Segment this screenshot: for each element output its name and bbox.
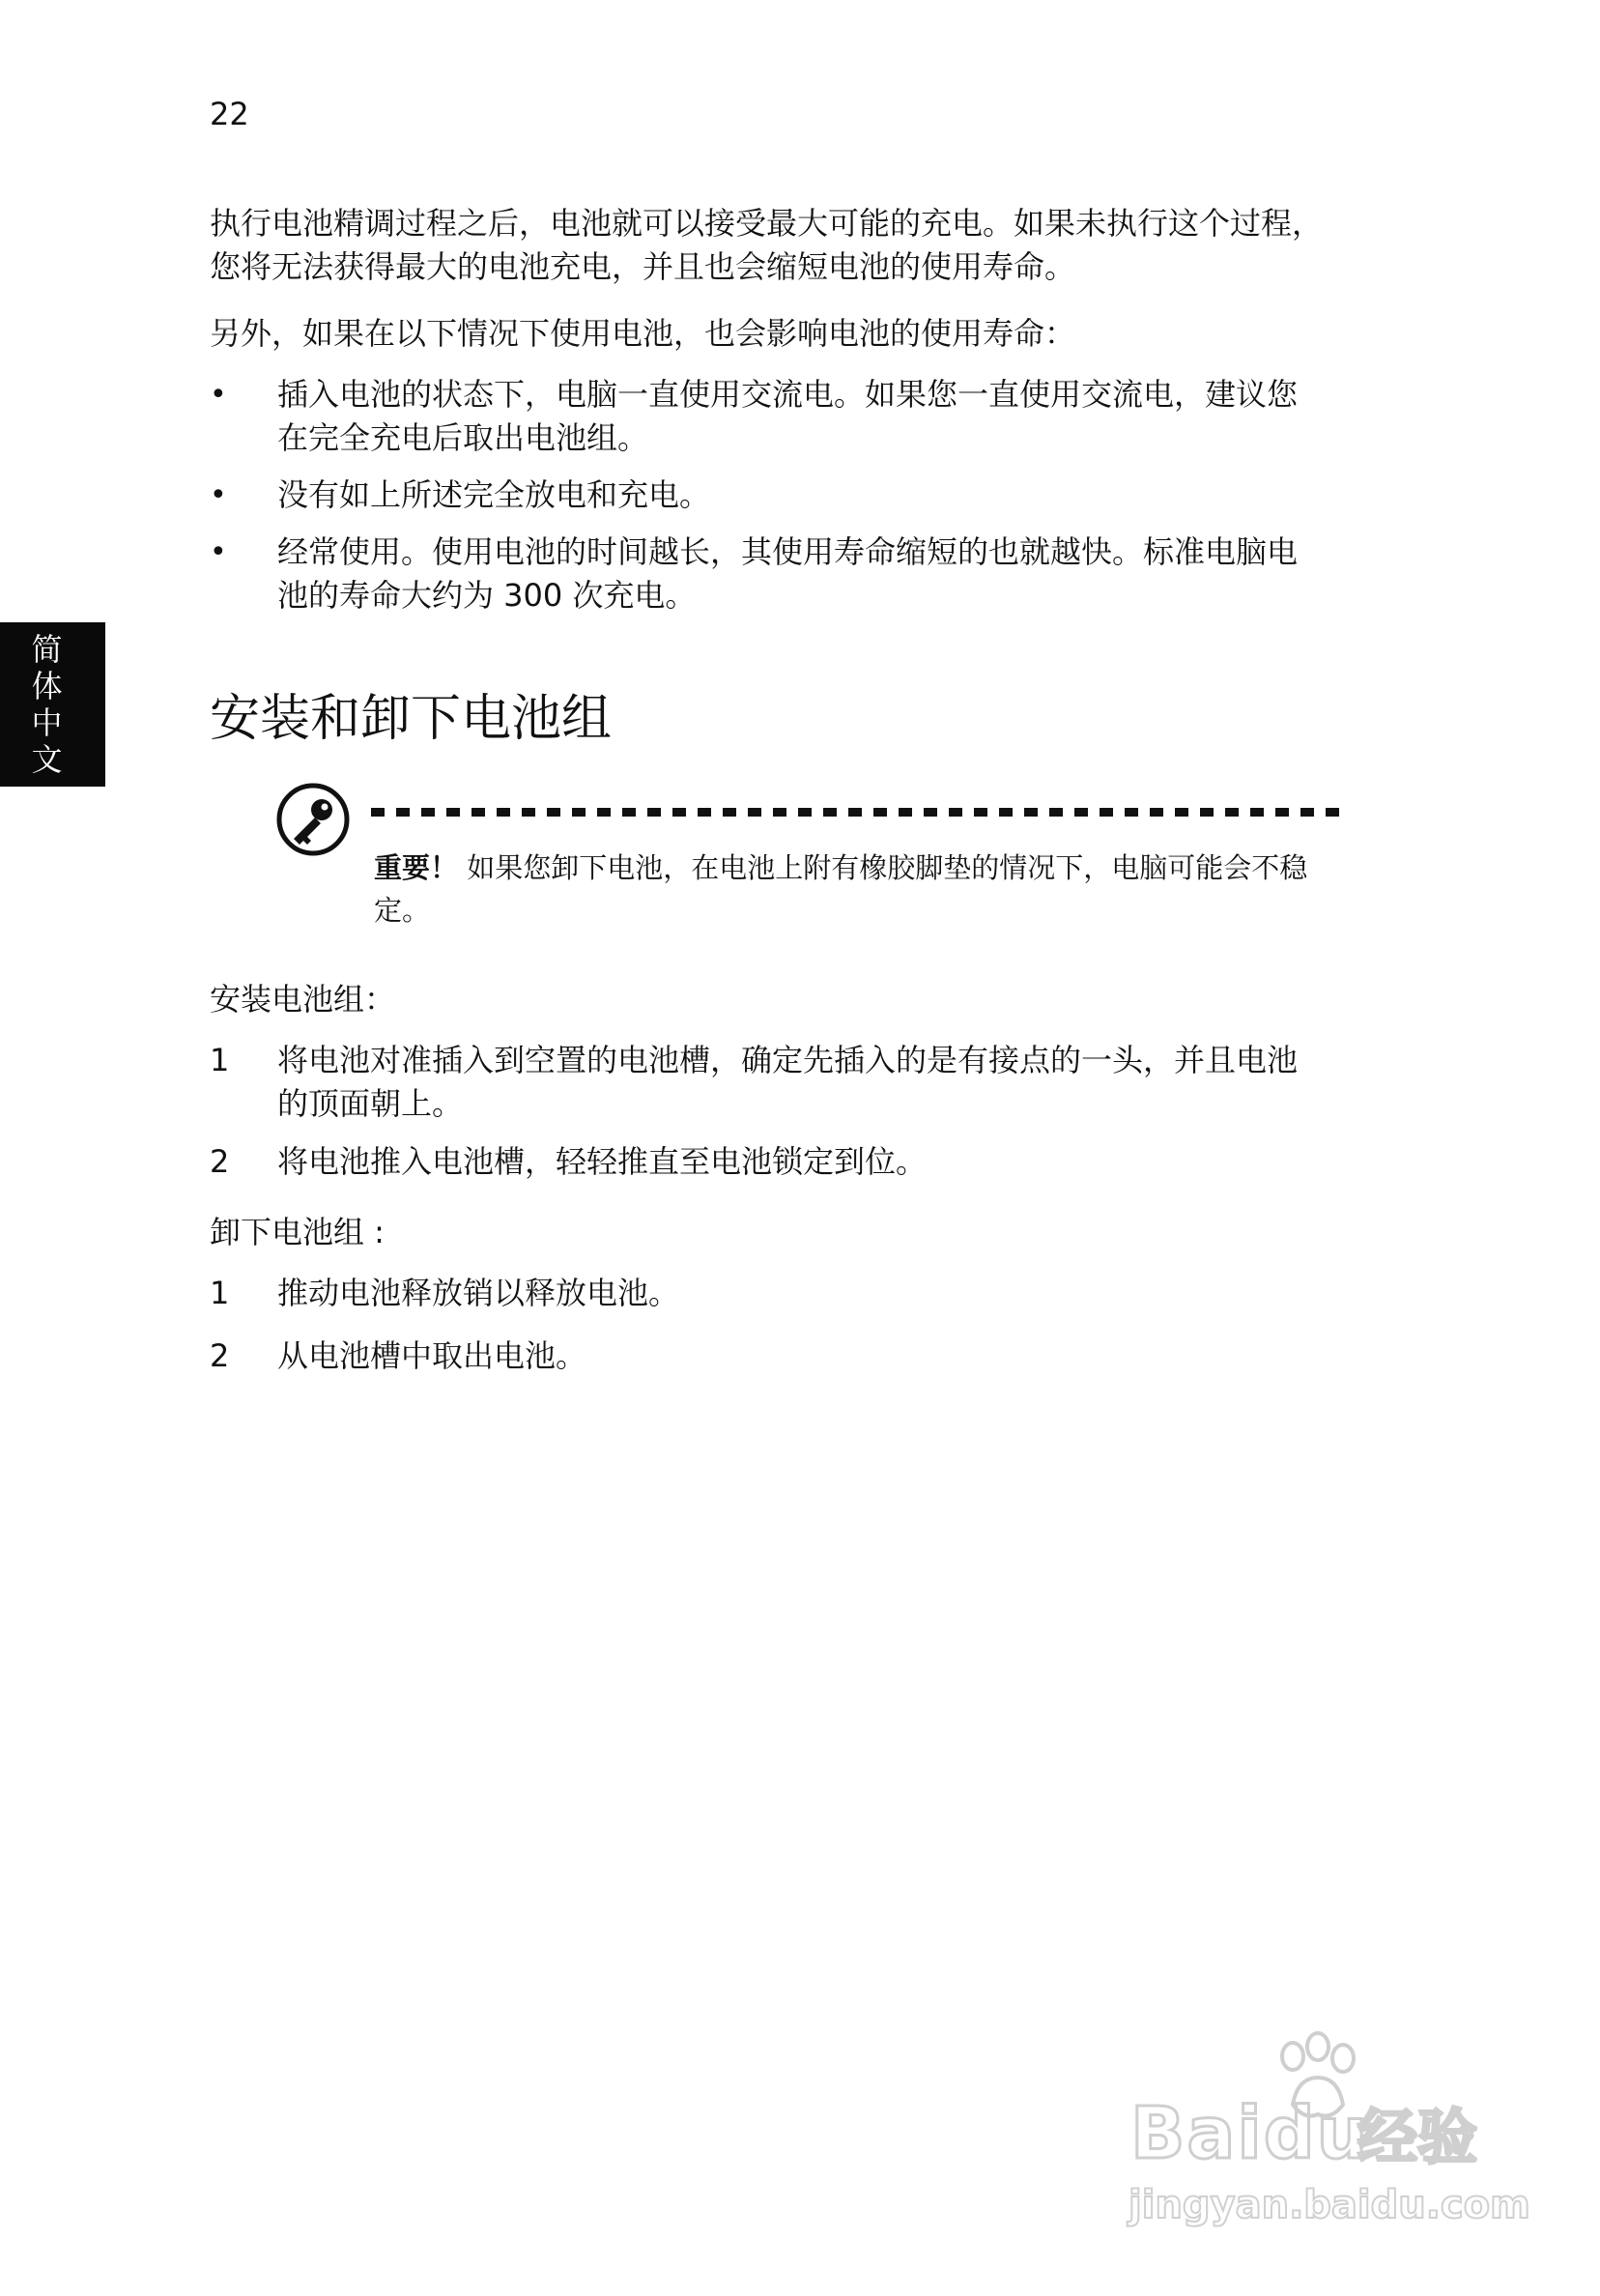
bullet-text: 没有如上所述完全放电和充电。 — [277, 476, 711, 513]
step-number: 2 — [210, 1143, 230, 1180]
section-heading: 安装和卸下电池组 — [210, 690, 613, 748]
step-text: 推动电池释放销以释放电池。 — [277, 1275, 680, 1311]
remove-title: 卸下电池组 : — [210, 1214, 385, 1250]
step-text: 将电池对准插入到空置的电池槽，确定先插入的是有接点的一头，并且电池的顶面朝上。 — [277, 1042, 1299, 1122]
key-icon — [274, 781, 352, 858]
side-tab-char: 中 — [31, 704, 63, 741]
page-number: 22 — [210, 96, 249, 132]
language-side-tab — [0, 622, 105, 787]
watermark-url: jingyan.baidu.com — [1129, 2183, 1530, 2227]
step-text: 从电池槽中取出电池。 — [277, 1337, 587, 1374]
bullet-marker: • — [210, 378, 227, 412]
watermark-brand: Baidu — [1130, 2092, 1370, 2175]
watermark-cn: 经验 — [1357, 2102, 1478, 2172]
bullet-marker: • — [210, 535, 227, 569]
bullet-text: 插入电池的状态下，电脑一直使用交流电。如果您一直使用交流电，建议您在完全充电后取出电池组。 — [277, 376, 1299, 456]
intro-paragraph: 执行电池精调过程之后，电池就可以接受最大可能的充电。如果未执行这个过程，您将无法获得最大的电池充电，并且也会缩短电池的使用寿命。 — [210, 205, 1324, 285]
note-label: 重要！ — [374, 851, 459, 884]
side-tab-char: 文 — [31, 741, 63, 778]
intro-paragraph-conditions: 另外，如果在以下情况下使用电池，也会影响电池的使用寿命： — [210, 315, 1076, 352]
note-dotted-divider — [371, 808, 1349, 818]
install-title: 安装电池组： — [210, 981, 396, 1018]
important-note — [374, 847, 1321, 932]
bullet-marker: • — [210, 478, 227, 512]
bullet-text: 经常使用。使用电池的时间越长，其使用寿命缩短的也就越快。标准电脑电池的寿命大约为 300 次充电。 — [277, 533, 1299, 614]
side-tab-char: 体 — [31, 668, 63, 704]
baidu-jingyan-watermark — [1121, 2027, 1530, 2230]
step-number: 1 — [210, 1275, 230, 1311]
note-body: 如果您卸下电池，在电池上附有橡胶脚垫的情况下，电脑可能会不稳定。 — [374, 851, 1308, 927]
step-text: 将电池推入电池槽，轻轻推直至电池锁定到位。 — [277, 1143, 928, 1180]
step-number: 2 — [210, 1337, 230, 1374]
step-number: 1 — [210, 1042, 230, 1078]
side-tab-char: 简 — [31, 631, 63, 668]
